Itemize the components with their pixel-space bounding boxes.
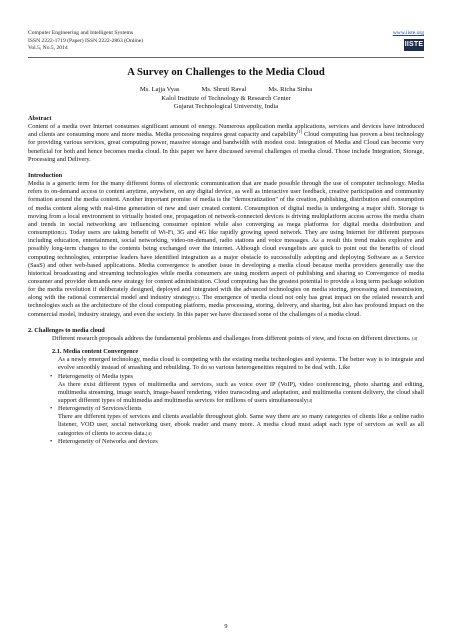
citation-ref: [4]: [306, 398, 313, 403]
list-item-text: [58, 413, 424, 437]
introduction-text-part: . Today users are taking benefit of Wi-Fi, 3G and 4G like rapidly growing speed network. They are using Internet for different purposes including education, entertainment, social networking, video-on-demand, radio stations and voice messages. As a result this trend makes explosive and possibly long-term changes to the contents being exchanged over the internet. Although cloud evangelists are quick to point out the benefits of cloud computing technologies, enterprise leaders have identified integration as a major obstacle to successfully adopting and deploying Software as a Service (SaaS) and other web-based applications. Media convergence is another issue in developing a media cloud because media providers generally use the historical broadcasting and streaming technologies while media consumers are using modern aspect of publishing and sharing so Convergence of media consumer and provider demands new strategy for content administration. Cloud computing has the greatest potential to provide a long term package solution for the media revolution if deliberately designed, deployed and integrated with the advanced technologies on media storing, processing and transmission, along with the rational commercial model and industry strategy: [28, 229, 424, 302]
bullet-icon: •: [50, 405, 53, 413]
list-item-text-part: As there exist different types of multimedia and services, such as voice over IP (VoIP), video conferencing, photo sharing and editing, multimedia streaming, image search, image-based rendering, video transcoding and adaptation, and multimedia content delivery, the cloud shall support different types of multimedia and multimedia services for millions of users simultaneously: [58, 380, 424, 404]
iiste-logo: IISTE: [404, 39, 424, 51]
introduction-text-part: Media is a generic term for the many different forms of electronic communication that are made possible through the use of computer technology. Media refers to on-demand access to content anytime, anywhere, on any digital device, as well as interactive user feedback, creative participation and community formation around the media content. Another important promise of media is the "democratization" of the creation, publishing, distribution and consumption of media content along with real-time generation of new and user created content. Consumption of digital media is undergoing a major shift. Storage is moving from a local environment to virtually hosted one, propagation of network-connected devices is driving multiplatform access across the media chain and trends in social networking are influencing consumer opinion while also converging as mega platforms for digital media distribution and consumption: [28, 180, 424, 237]
section-2-heading: 2. Challenges to media cloud: [28, 326, 105, 334]
citation-ref: [1]: [296, 129, 303, 135]
list-item-text-part: There are different types of services and clients available throughout glob. Same way there are so many categories of clients like a online radio listener, VOD user, social networking user, ebook reader and many more. A media cloud must adapt each type of services as well as all categories of clients to access data.: [58, 413, 424, 437]
author-affiliation: Kalol Institute of Technology & Research Center: [161, 94, 291, 102]
header-divider: [28, 57, 424, 58]
journal-name: Computer Engineering and Intelligent Systems: [28, 30, 134, 36]
subsection-intro-text: As a newly emerged technology, media cloud is competing with the existing media technologies and systems. The better way is to integrate and evolve smoothly instead of smashing and rebuilding. To do so various heterogeneities required to be deal with. Like: [58, 356, 424, 372]
author-names: [28, 86, 424, 95]
bullet-icon: •: [50, 372, 53, 380]
page-number: 9: [224, 623, 228, 630]
list-item: [28, 405, 424, 438]
bullet-icon: •: [50, 437, 53, 445]
list-item: [28, 373, 424, 406]
journal-header: [28, 30, 143, 53]
abstract-heading: Abstract: [28, 115, 52, 122]
author-name: Ms. Lajja Vyas: [139, 86, 180, 93]
list-item-label: Heterogeneity of Services/clients: [58, 405, 142, 413]
list-item-label: Heterogeneity of Media types: [58, 372, 134, 380]
paper-body: [28, 115, 424, 446]
author-name: Ms. Richa Sinha: [268, 86, 313, 93]
citation-ref: [4]: [411, 335, 418, 341]
author-affiliation: Gujarat Technological University, India: [173, 103, 279, 111]
journal-header-right: [393, 30, 424, 51]
citation-ref: [4]: [146, 430, 152, 436]
introduction-heading: Introduction: [28, 171, 63, 179]
abstract-text: [28, 123, 424, 164]
journal-issn: ISSN 2222-1719 (Paper) ISSN 2222-2863 (Online): [28, 37, 144, 44]
abstract-text-part: Content of a media over Internet consumes significant amount of energy. Numerous application media applications, services and devices have introduced and clients are consuming more and more media. Media processing requires great capacity and capability: [28, 123, 424, 139]
introduction-text-part: . The emergence of media cloud not only has great impact on the related research and technologies such as the architecture of the cloud computing platform, media processing, storing, delivery, and sharing, but also has profound impact on the commercial model, industry strategy, and even the society. In this paper we have discussed some of the challenges of a media cloud.: [28, 294, 424, 318]
introduction-text: [28, 180, 424, 319]
subsection-2-1-heading: 2.1. Media content Convergence: [52, 348, 139, 356]
list-item-label: Heterogeneity of Networks and devices: [58, 437, 158, 445]
citation-ref: [3]: [193, 295, 199, 301]
citation-ref: [2]: [60, 230, 66, 236]
abstract-text-part: Cloud computing has proven a best technology for providing various services, great computing power, massive storage and bandwidth with modest cost. Integration of Media and Cloud can become very beneficial for both and hence becomes media cloud. In this paper we have discussed several challenges of media cloud. Those include Integration, Storage, Processing and Delivery.: [28, 131, 424, 163]
list-item-text: [58, 381, 424, 405]
section-2-text: [28, 335, 424, 343]
journal-url-link[interactable]: www.iiste.org: [392, 30, 424, 36]
author-name: Ms. Shruti Raval: [201, 86, 247, 93]
subsection-2-1-intro: [28, 356, 424, 372]
list-item: [28, 438, 424, 446]
section-2-text-part: Different research proposals address the fundamental problems and challenges from different points of view, and focus on different directions.: [52, 334, 411, 342]
author-block: [28, 86, 424, 112]
journal-volume: Vol.5, No.5, 2014: [28, 45, 68, 52]
paper-title: A Survey on Challenges to the Media Cloud: [127, 67, 325, 78]
subsection-2-1: [28, 348, 424, 356]
